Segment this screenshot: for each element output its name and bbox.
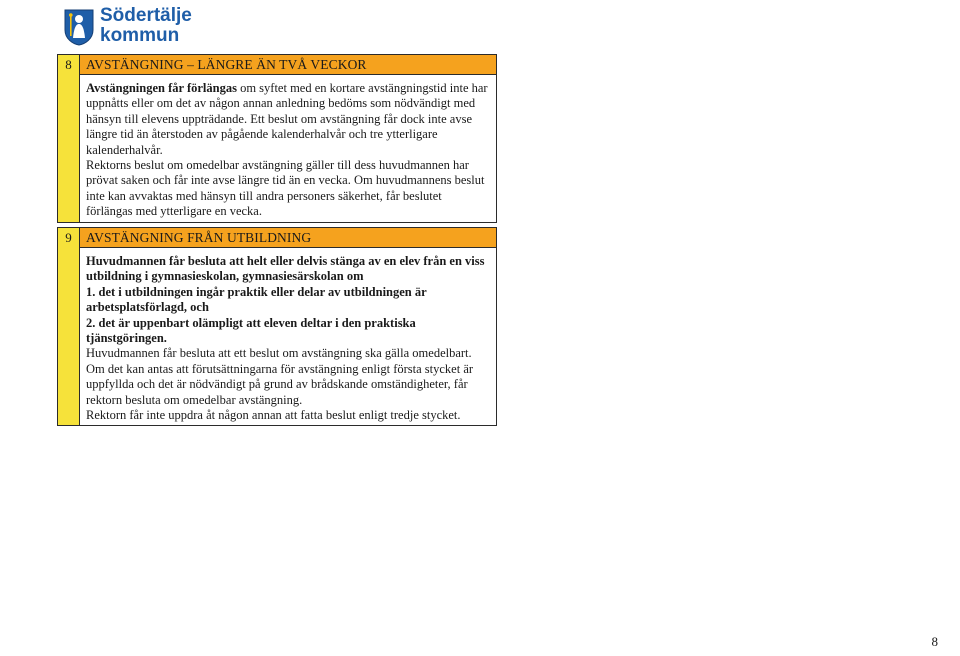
section-8 xyxy=(57,54,497,223)
section-number: 8 xyxy=(65,57,72,72)
paragraph xyxy=(86,81,488,158)
logo-line-2: kommun xyxy=(100,25,180,46)
section-number: 9 xyxy=(65,230,72,245)
section-heading: AVSTÄNGNING – LÄNGRE ÄN TVÅ VECKOR xyxy=(80,55,496,75)
section-heading: AVSTÄNGNING FRÅN UTBILDNING xyxy=(80,228,496,248)
page-number: 8 xyxy=(931,634,938,649)
list-item: 1. det i utbildningen ingår praktik eller delar av utbildningen är arbetsplatsförlagd, och xyxy=(86,284,427,315)
paragraph-intro: Huvudmannen får besluta att helt eller delvis stänga av en elev från en viss utbildning i gymnasieskolan, gymnasiesärskolan om xyxy=(86,254,485,284)
paragraph: Rektorns beslut om omedelbar avstängning gäller till dess huvudmannen har prövat saken och får inte avse längre tid än en vecka. Om huvudmannens beslut inte kan avvaktas med hänsyn till andra personers säkerhet, får beslutet förlängas med ytterligare en vecka. xyxy=(86,158,485,219)
section-number-cell xyxy=(58,228,80,425)
section-9 xyxy=(57,227,497,426)
paragraph-text: om syftet med en kortare avstängningstid inte har uppnåtts eller om det av någon annan anledning bedöms som nödvändigt med hänsyn till elevens uppträdande. Ett beslut om avstängning får dock inte avse längre tid än återstoden av pågående kalenderhalvår och tre ytterligare kalenderhalvår. xyxy=(86,81,488,157)
logo xyxy=(63,6,203,50)
bold-lead: Avstängningen får förlängas xyxy=(86,81,237,95)
coat-of-arms-icon xyxy=(63,8,95,46)
list-item: 2. det är uppenbart olämpligt att eleven deltar i den praktiska tjänstgöringen. xyxy=(86,315,416,346)
paragraph: Om det kan antas att förutsättningarna för avstängning enligt första stycket är uppfyllda och det är nödvändigt på grund av brådskande omständigheter, får rektorn besluta om omedelbar avstängning. xyxy=(86,361,474,407)
paragraph: Rektorn får inte uppdra åt någon annan att fatta beslut enligt tredje stycket. xyxy=(86,408,461,423)
logo-wordmark xyxy=(100,6,192,46)
section-body xyxy=(80,75,496,222)
section-number-cell xyxy=(58,55,80,222)
logo-line-1: Södertälje xyxy=(100,5,192,26)
paragraph: Huvudmannen får besluta att ett beslut om avstängning ska gälla omedelbart. xyxy=(86,346,472,361)
section-body xyxy=(80,248,496,425)
